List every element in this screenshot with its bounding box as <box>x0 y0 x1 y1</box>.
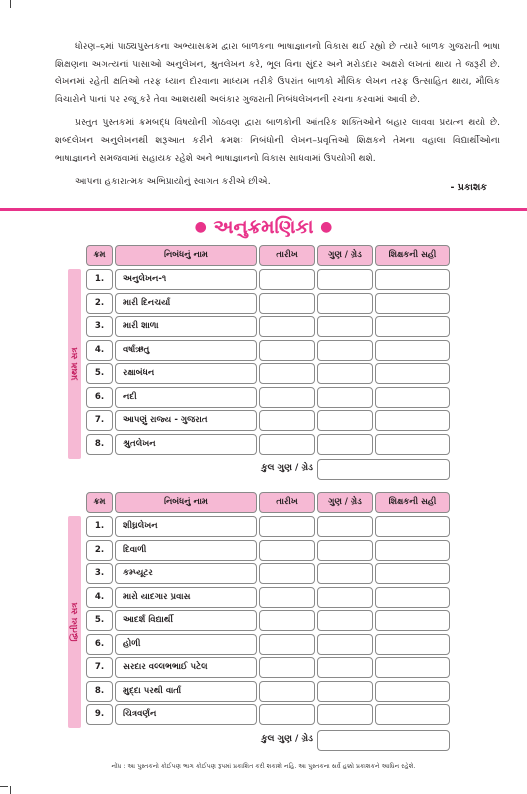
teacher-sign-cell[interactable] <box>375 704 450 725</box>
essay-name: રક્ષાબંધન <box>115 363 257 384</box>
essay-name: સરદાર વલ્લભભાઈ પટેલ <box>115 657 257 678</box>
row-number: 6. <box>86 387 113 408</box>
date-cell[interactable] <box>259 610 315 631</box>
essay-name: આદર્શ વિદ્યાર્થી <box>115 610 257 631</box>
preface <box>55 38 500 197</box>
grade-cell[interactable] <box>317 634 373 655</box>
row-number: 8. <box>86 681 113 702</box>
date-cell[interactable] <box>259 540 315 561</box>
semester-2-total-box[interactable] <box>317 730 450 751</box>
semester-2-total-label: કુલ ગુણ / ગ્રેડ <box>261 734 313 744</box>
header-date: તારીખ <box>259 245 315 266</box>
header-sign: શિક્ષકની સહી <box>375 245 450 266</box>
crop-mark-bottom-left-h <box>0 786 8 787</box>
teacher-sign-cell[interactable] <box>375 587 450 608</box>
semester-2-tab <box>68 516 81 728</box>
essay-name: મારી શાળા <box>115 316 257 337</box>
grade-cell[interactable] <box>317 434 373 455</box>
crop-mark-top-left <box>10 0 11 8</box>
row-number: 3. <box>86 563 113 584</box>
teacher-sign-cell[interactable] <box>375 516 450 537</box>
row-number: 9. <box>86 704 113 725</box>
header-name: નિબંધનું નામ <box>115 492 257 513</box>
grade-cell[interactable] <box>317 563 373 584</box>
header-date: તારીખ <box>259 492 315 513</box>
essay-name: નદી <box>115 387 257 408</box>
teacher-sign-cell[interactable] <box>375 316 450 337</box>
grade-cell[interactable] <box>317 681 373 702</box>
semester-1-total-label: કુલ ગુણ / ગ્રેડ <box>261 463 313 473</box>
grade-cell[interactable] <box>317 316 373 337</box>
essay-name: આપણું રાજ્ય - ગુજરાત <box>115 410 257 431</box>
teacher-sign-cell[interactable] <box>375 657 450 678</box>
crop-mark-bottom-left <box>10 786 11 794</box>
essay-name: વર્ષાઋતુ <box>115 340 257 361</box>
grade-cell[interactable] <box>317 269 373 290</box>
preface-paragraph-1: ધોરણ–૬માં પાઠ્યપુસ્તકના અભ્યાસક્રમ દ્વારા બાળકના ભાષાજ્ઞાનનો વિકાસ થઈ રહ્યો છે ત્યારે બાળક ગુજરાતી ભાષા શિક્ષણના અગત્યનાં પાસાઓ અનુલેખન, શ્રુતલેખન કરે, ભૂલ વિના સુંદર અને મરોડદાર અક્ષરો લખતાં થાય તે જરૂરી છે. લેખનમાં રહેતી ક્ષતિઓ તરફ ધ્યાન દોરવાના માધ્યમ તરીકે ઉપરાંત બાળકો મૌલિક લેખન તરફ ઉત્સાહિત થાય, મૌલિક વિચારોને પાનાં પર રજૂ કરે તેવા આશયથી અલંકાર ગુજરાતી નિબંધલેખનની રચના કરવામાં આવી છે. <box>55 41 500 105</box>
teacher-sign-cell[interactable] <box>375 340 450 361</box>
grade-cell[interactable] <box>317 516 373 537</box>
preface-paragraph-2: પ્રસ્તુત પુસ્તકમાં ક્રમબદ્ધ વિષયોની ગોઠવણ દ્વારા બાળકોની આંતરિક શક્તિઓને બહાર લાવવા પ્રયત્ન થયો છે. શબ્દલેખન અનુલેખનથી શરૂઆત કરીને ક્રમશઃ નિબંધોની લેખન–પ્રવૃત્તિઓ શિક્ષકને તેમના વહાલા વિદ્યાર્થીઓના ભાષાજ્ઞાનને સમજવામાં સહાયક રહેશે અને ભાષાજ્ઞાનનો વિકાસ સાધવામાં ઉપયોગી થશે. <box>55 117 500 164</box>
date-cell[interactable] <box>259 434 315 455</box>
grade-cell[interactable] <box>317 587 373 608</box>
teacher-sign-cell[interactable] <box>375 410 450 431</box>
copyright-note: નોંધ : આ પુસ્તકનો કોઈપણ ભાગ કોઈપણ રૂપમાં પ્રકાશિત કરી શકાશે નહિ. આ પુસ્તકના સર્વે હક્કો પ્રકાશકને આધિન રહેશે. <box>111 763 416 770</box>
row-number: 4. <box>86 340 113 361</box>
date-cell[interactable] <box>259 657 315 678</box>
publisher-signature: - પ્રકાશક <box>450 182 487 193</box>
header-sign: શિક્ષકની સહી <box>375 492 450 513</box>
date-cell[interactable] <box>259 516 315 537</box>
header-name: નિબંધનું નામ <box>115 245 257 266</box>
essay-name: મારો યાદગાર પ્રવાસ <box>115 587 257 608</box>
row-number: 2. <box>86 540 113 561</box>
date-cell[interactable] <box>259 704 315 725</box>
semester-1-total-box[interactable] <box>317 459 450 480</box>
semester-1-tab <box>68 269 81 459</box>
date-cell[interactable] <box>259 563 315 584</box>
teacher-sign-cell[interactable] <box>375 269 450 290</box>
header-num: ક્રમ <box>86 492 113 513</box>
date-cell[interactable] <box>259 340 315 361</box>
grade-cell[interactable] <box>317 410 373 431</box>
grade-cell[interactable] <box>317 657 373 678</box>
grade-cell[interactable] <box>317 610 373 631</box>
essay-name: મુદ્દા પરથી વાર્તા <box>115 681 257 702</box>
grade-cell[interactable] <box>317 704 373 725</box>
row-number: 2. <box>86 293 113 314</box>
teacher-sign-cell[interactable] <box>375 387 450 408</box>
grade-cell[interactable] <box>317 340 373 361</box>
header-grade: ગુણ / ગ્રેડ <box>317 245 373 266</box>
date-cell[interactable] <box>259 634 315 655</box>
essay-name: હોળી <box>115 634 257 655</box>
date-cell[interactable] <box>259 387 315 408</box>
row-number: 3. <box>86 316 113 337</box>
date-cell[interactable] <box>259 316 315 337</box>
title-text: અનુક્રમણિકા <box>213 216 314 238</box>
row-number: 7. <box>86 410 113 431</box>
row-number: 1. <box>86 516 113 537</box>
date-cell[interactable] <box>259 410 315 431</box>
header-num: ક્રમ <box>86 245 113 266</box>
teacher-sign-cell[interactable] <box>375 293 450 314</box>
row-number: 1. <box>86 269 113 290</box>
teacher-sign-cell[interactable] <box>375 540 450 561</box>
date-cell[interactable] <box>259 363 315 384</box>
teacher-sign-cell[interactable] <box>375 634 450 655</box>
grade-cell[interactable] <box>317 293 373 314</box>
page-title <box>0 216 527 238</box>
grade-cell[interactable] <box>317 387 373 408</box>
title-bullet-left: ● <box>194 219 207 235</box>
pink-divider <box>0 208 527 211</box>
teacher-sign-cell[interactable] <box>375 563 450 584</box>
essay-name: કમ્પ્યૂટર <box>115 563 257 584</box>
teacher-sign-cell[interactable] <box>375 681 450 702</box>
essay-name: શીઘ્રલેખન <box>115 516 257 537</box>
teacher-sign-cell[interactable] <box>375 434 450 455</box>
teacher-sign-cell[interactable] <box>375 610 450 631</box>
row-number: 8. <box>86 434 113 455</box>
date-cell[interactable] <box>259 269 315 290</box>
semester-1-label: પ્રથમ સત્ર <box>69 347 80 381</box>
grade-cell[interactable] <box>317 540 373 561</box>
grade-cell[interactable] <box>317 363 373 384</box>
date-cell[interactable] <box>259 587 315 608</box>
row-number: 4. <box>86 587 113 608</box>
row-number: 6. <box>86 634 113 655</box>
date-cell[interactable] <box>259 681 315 702</box>
title-bullet-right: ● <box>320 219 333 235</box>
essay-name: દિવાળી <box>115 540 257 561</box>
row-number: 7. <box>86 657 113 678</box>
essay-name: ચિત્રવર્ણન <box>115 704 257 725</box>
row-number: 5. <box>86 610 113 631</box>
preface-paragraph-3: આપના હકારાત્મક અભિપ્રાયોનું સ્વાગત કરીએ છીએ. <box>75 176 271 188</box>
row-number: 5. <box>86 363 113 384</box>
header-grade: ગુણ / ગ્રેડ <box>317 492 373 513</box>
semester-2-section <box>68 492 455 757</box>
date-cell[interactable] <box>259 293 315 314</box>
essay-name: અનુલેખન-૧ <box>115 269 257 290</box>
essay-name: મારી દિનચર્યા <box>115 293 257 314</box>
semester-1-section <box>68 245 455 485</box>
essay-name: શ્રુતલેખન <box>115 434 257 455</box>
teacher-sign-cell[interactable] <box>375 363 450 384</box>
semester-2-label: દ્વિતીય સત્ર <box>69 602 80 642</box>
